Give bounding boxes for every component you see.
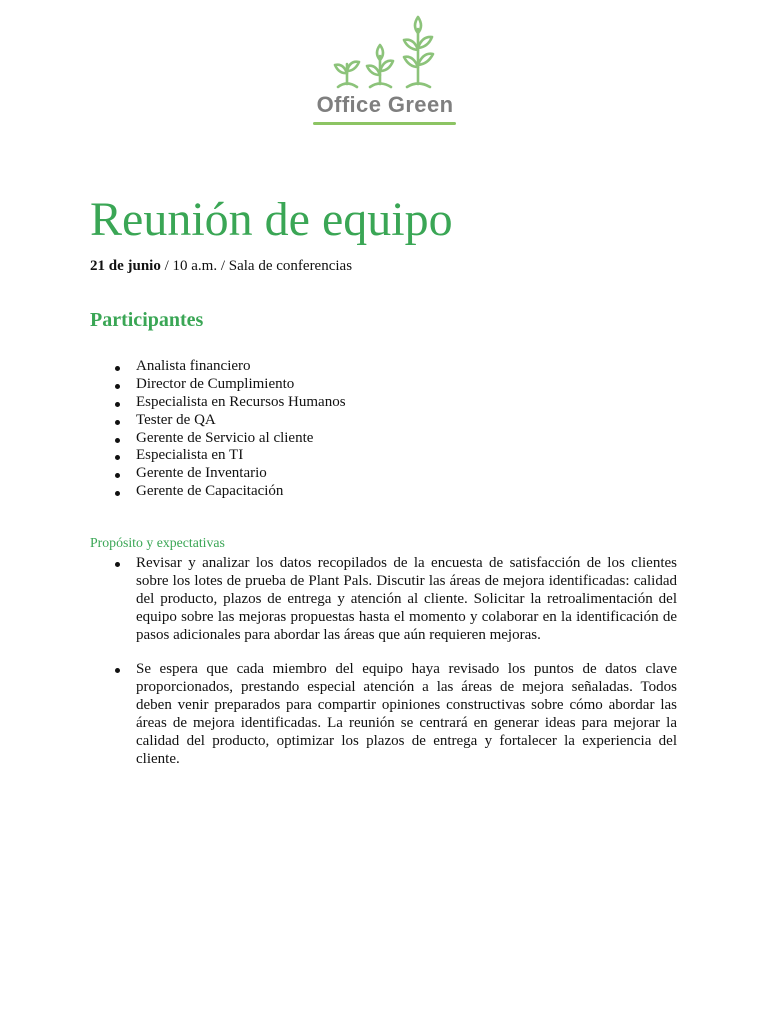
sprout-small bbox=[335, 62, 359, 84]
list-item bbox=[0, 376, 768, 394]
purpose-item bbox=[136, 554, 677, 644]
paragraph-line: áreas de mejora identificadas. La reunión se centrará en generar ideas para mejorar la bbox=[136, 715, 677, 731]
meeting-details bbox=[90, 257, 352, 275]
logo-underline bbox=[313, 122, 456, 125]
paragraph-line: calidad del producto, optimizar los plazos de entrega y fortalecer la experiencia del bbox=[136, 733, 677, 749]
sprout-tall bbox=[404, 17, 433, 84]
list-item-label: Analista financiero bbox=[136, 358, 251, 374]
list-item-label: Gerente de Capacitación bbox=[136, 483, 284, 500]
list-item-label: Gerente de Inventario bbox=[136, 465, 267, 482]
list-item bbox=[0, 394, 768, 412]
bullet-icon bbox=[115, 491, 120, 496]
sprout-medium bbox=[367, 45, 393, 84]
meeting-date: 21 de junio bbox=[90, 258, 161, 274]
participants-heading: Participantes bbox=[90, 309, 204, 331]
paragraph-line: pasos adicionales para abordar las áreas que aún requieren mejoras. bbox=[136, 627, 541, 643]
list-item bbox=[0, 412, 768, 430]
meeting-time-location: / 10 a.m. / Sala de conferencias bbox=[160, 258, 353, 274]
paragraph-line: sobre los lotes de prueba de Plant Pals. Discutir las áreas de mejora identificadas: calidad bbox=[136, 573, 677, 589]
list-item bbox=[0, 358, 768, 376]
purpose-item bbox=[136, 660, 677, 768]
purpose-heading: Propósito y expectativas bbox=[90, 535, 225, 550]
bullet-icon bbox=[115, 420, 120, 425]
list-item bbox=[0, 465, 768, 483]
paragraph-line: deben venir preparados para compartir opiniones constructivas sobre cómo abordar las bbox=[136, 697, 677, 713]
list-item-label: Tester de QA bbox=[136, 411, 216, 428]
bullet-icon bbox=[115, 402, 120, 407]
paragraph-line: Revisar y analizar los datos recopilados de la encuesta de satisfacción de los clientes bbox=[136, 555, 677, 571]
sprouts-icon bbox=[300, 10, 470, 100]
list-item bbox=[0, 447, 768, 465]
bullet-icon bbox=[115, 562, 120, 567]
page-title: Reunión de equipo bbox=[90, 193, 453, 246]
paragraph-line: proporcionados, prestando especial atención a las áreas de mejora señaladas. Todos bbox=[136, 679, 677, 695]
list-item bbox=[0, 483, 768, 501]
bullet-icon bbox=[115, 473, 120, 478]
bullet-icon bbox=[115, 455, 120, 460]
paragraph-line: cliente. bbox=[136, 751, 180, 767]
list-item-label: Especialista en Recursos Humanos bbox=[136, 393, 346, 410]
paragraph-line: del producto, plazos de entrega y atención al cliente. Solicitar la retroalimentación del bbox=[136, 591, 677, 607]
list-item-label: Director de Cumplimiento bbox=[136, 375, 295, 392]
bullet-icon bbox=[115, 384, 120, 389]
bullet-icon bbox=[115, 438, 120, 443]
logo-text: Office Green bbox=[316, 92, 454, 117]
bullet-icon bbox=[115, 366, 120, 371]
list-item bbox=[0, 430, 768, 448]
ground-line bbox=[338, 84, 430, 88]
participants-list bbox=[0, 358, 768, 501]
bullet-icon bbox=[115, 668, 120, 673]
paragraph-line: Se espera que cada miembro del equipo haya revisado los puntos de datos clave bbox=[136, 661, 677, 677]
list-item-label: Gerente de Servicio al cliente bbox=[136, 429, 314, 446]
list-item-label: Especialista en TI bbox=[136, 447, 244, 464]
paragraph-line: equipo sobre las mejoras propuestas hasta el momento y colaborar en la identificación de bbox=[136, 609, 677, 625]
